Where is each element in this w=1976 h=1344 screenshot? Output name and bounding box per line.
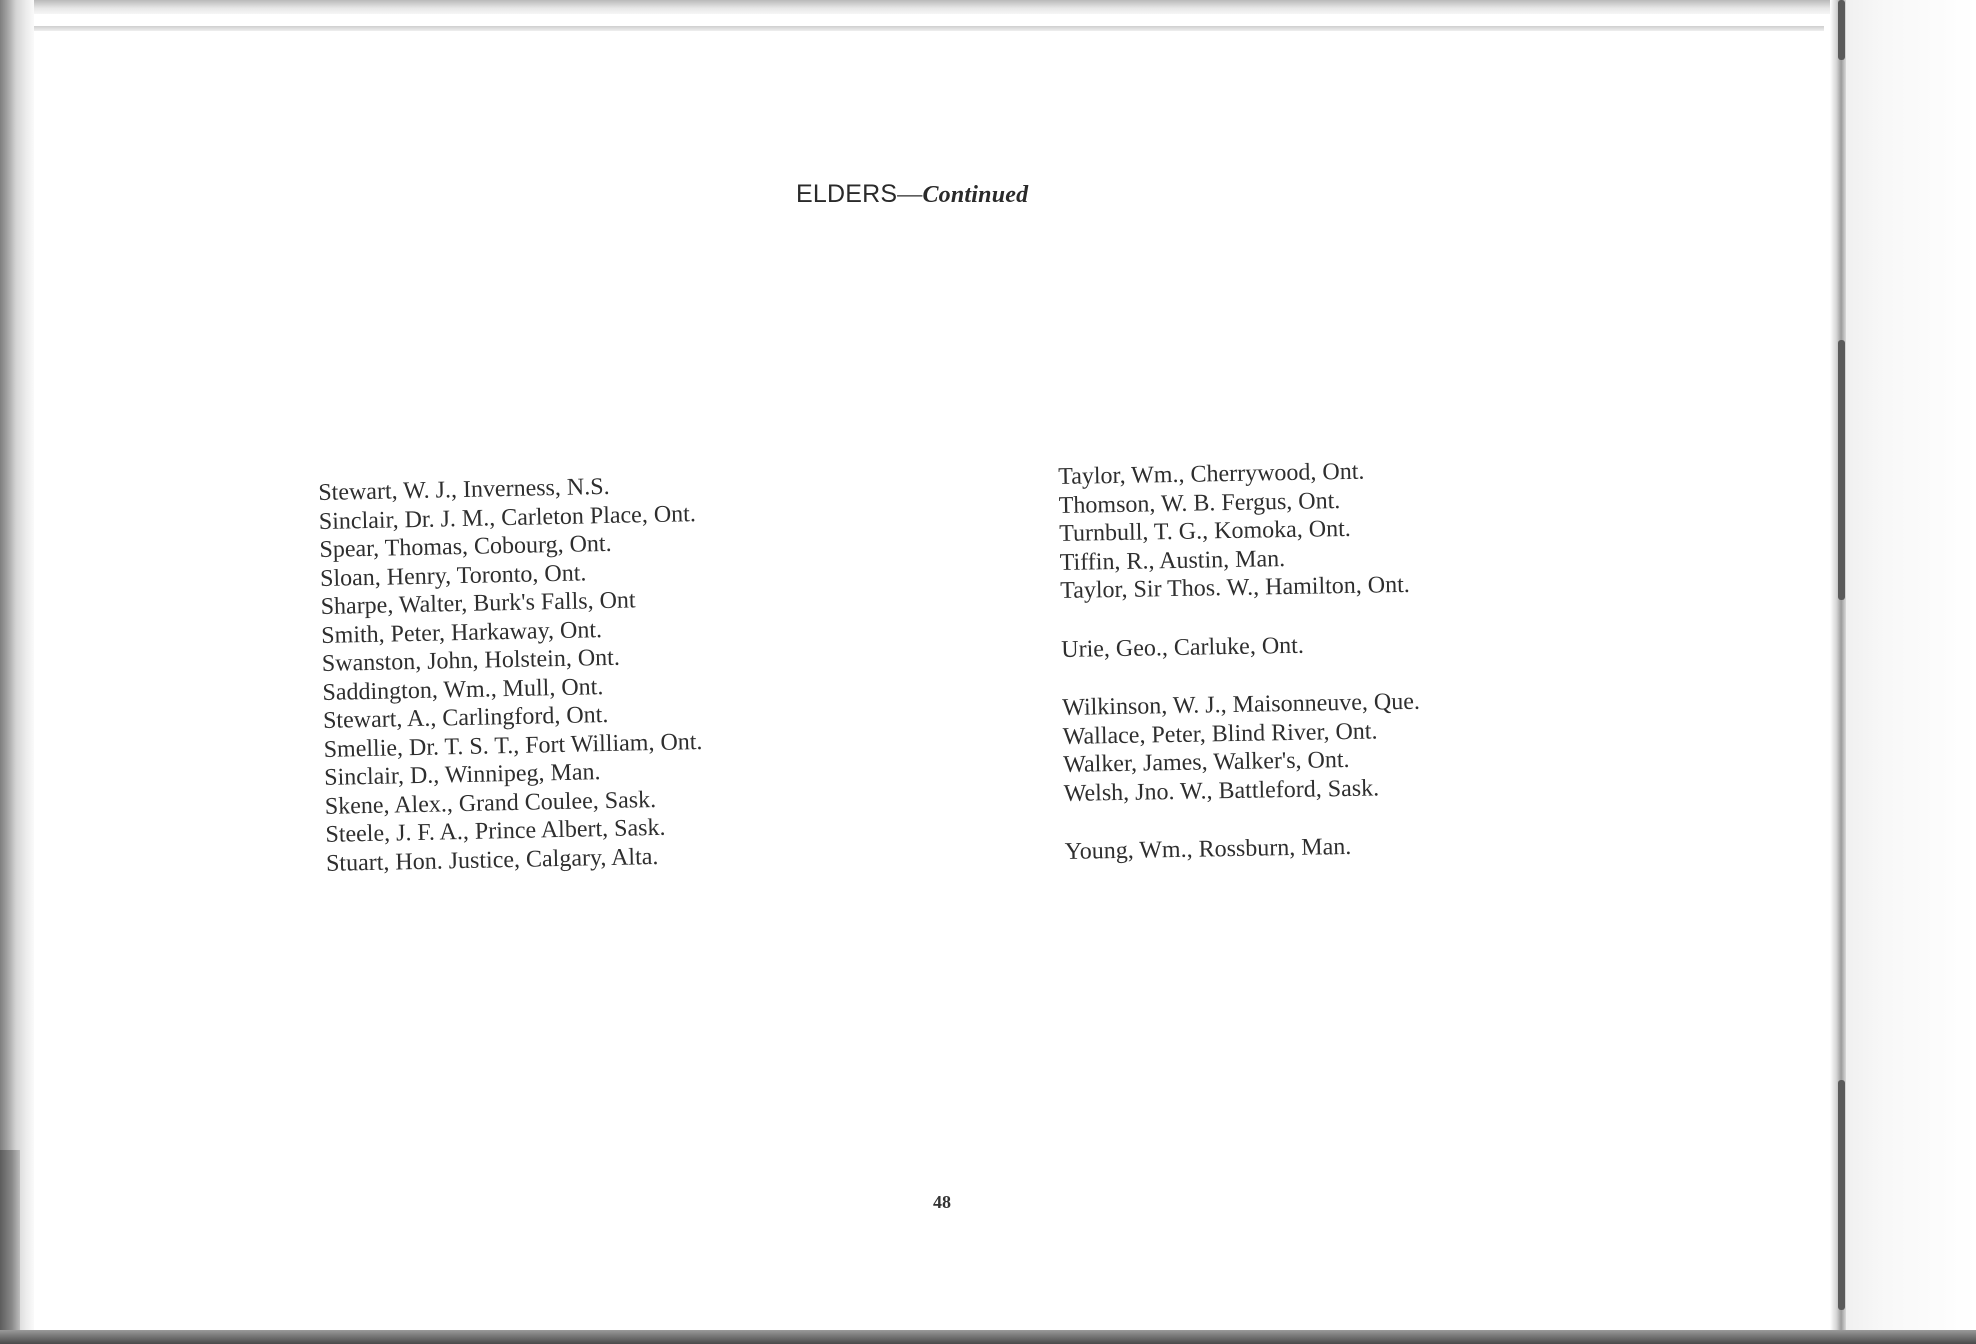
right-column-list bbox=[1058, 457, 1423, 867]
list-item: Smellie, Dr. T. S. T., Fort William, Ont. bbox=[323, 728, 703, 763]
list-item: Tiffin, R., Austin, Man. bbox=[1059, 545, 1286, 576]
list-item: Taylor, Sir Thos. W., Hamilton, Ont. bbox=[1060, 571, 1411, 604]
list-item: Sharpe, Walter, Burk's Falls, Ont bbox=[320, 587, 636, 620]
list-item: Taylor, Wm., Cherrywood, Ont. bbox=[1058, 458, 1365, 490]
heading-dash: — bbox=[897, 181, 923, 208]
list-item: Urie, Geo., Carluke, Ont. bbox=[1061, 632, 1305, 663]
list-item: Steele, J. F. A., Prince Albert, Sask. bbox=[325, 814, 666, 848]
list-item: Wallace, Peter, Blind River, Ont. bbox=[1062, 717, 1378, 750]
list-item: Swanston, John, Holstein, Ont. bbox=[321, 644, 621, 677]
list-item: Saddington, Wm., Mull, Ont. bbox=[322, 673, 604, 706]
list-item: Turnbull, T. G., Komoka, Ont. bbox=[1059, 515, 1351, 547]
list-item: Skene, Alex., Grand Coulee, Sask. bbox=[324, 786, 657, 820]
heading-main: ELDERS bbox=[796, 180, 898, 208]
list-item: Walker, James, Walker's, Ont. bbox=[1063, 746, 1350, 778]
next-page-margin bbox=[1846, 0, 1976, 1344]
list-item: Sloan, Henry, Toronto, Ont. bbox=[319, 559, 587, 592]
binding-mark-bottom bbox=[1838, 1080, 1845, 1310]
list-item: Sinclair, Dr. J. M., Carleton Place, Ont. bbox=[318, 500, 697, 535]
list-item: Stewart, A., Carlingford, Ont. bbox=[322, 701, 609, 734]
list-item: Sinclair, D., Winnipeg, Man. bbox=[323, 759, 601, 791]
list-item: Spear, Thomas, Cobourg, Ont. bbox=[319, 530, 612, 563]
list-item: Stuart, Hon. Justice, Calgary, Alta. bbox=[325, 843, 659, 877]
section-heading bbox=[796, 180, 1028, 209]
list-item: Wilkinson, W. J., Maisonneuve, Que. bbox=[1062, 688, 1421, 721]
page-top-fold bbox=[14, 26, 1824, 31]
page-left-edge bbox=[0, 0, 34, 1344]
page-stack-edge bbox=[0, 1150, 20, 1344]
list-item: Welsh, Jno. W., Battleford, Sask. bbox=[1063, 774, 1380, 807]
page-top-edge bbox=[0, 0, 1840, 14]
list-item: Stewart, W. J., Inverness, N.S. bbox=[318, 473, 610, 506]
binding-mark-top bbox=[1838, 0, 1845, 60]
page-bottom-edge bbox=[0, 1330, 1976, 1344]
heading-continued: Continued bbox=[922, 182, 1029, 208]
binding-mark-middle bbox=[1838, 340, 1845, 600]
list-item: Smith, Peter, Harkaway, Ont. bbox=[321, 616, 603, 649]
list-item: Young, Wm., Rossburn, Man. bbox=[1064, 833, 1352, 865]
page-number: 48 bbox=[933, 1192, 951, 1212]
left-column-list bbox=[318, 471, 705, 878]
list-item: Thomson, W. B. Fergus, Ont. bbox=[1058, 487, 1341, 519]
